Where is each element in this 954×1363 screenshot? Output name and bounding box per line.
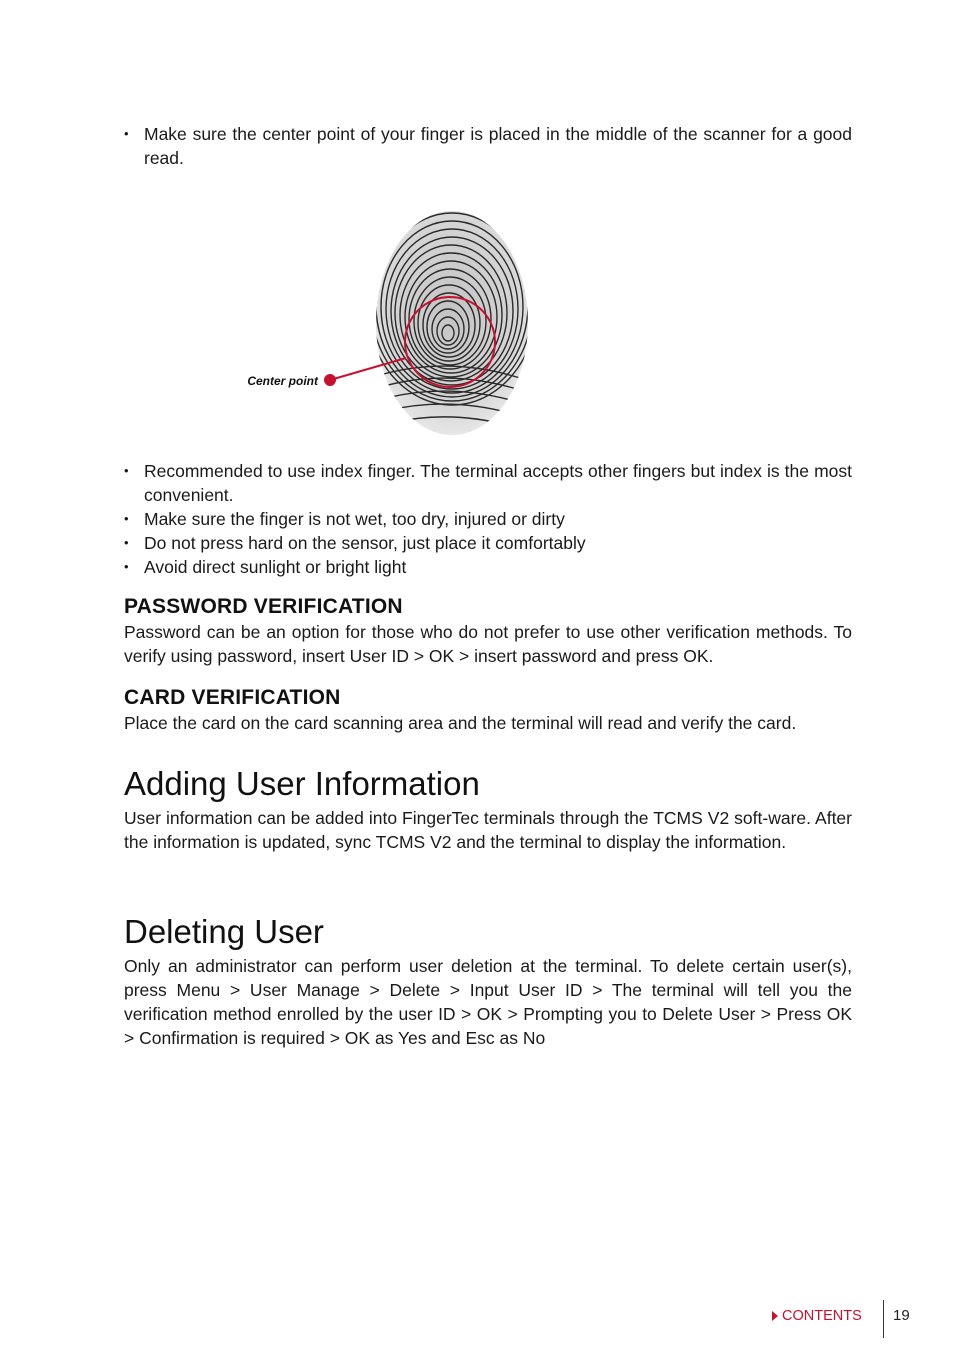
card-verification-section — [124, 685, 852, 735]
mid-bullet-list — [124, 459, 852, 579]
bullet-item: • Avoid direct sunlight or bright light — [124, 555, 852, 579]
card-verification-heading: CARD VERIFICATION — [124, 686, 341, 709]
contents-link-label: CONTENTS — [782, 1308, 862, 1324]
bullet-item: • Do not press hard on the sensor, just place it comfortably — [124, 531, 852, 555]
top-bullet-list-container — [124, 122, 852, 170]
footer-divider — [883, 1300, 884, 1338]
card-verification-text: Place the card on the card scanning area and the terminal will read and verify the card. — [124, 713, 797, 733]
password-verification-text: Password can be an option for those who do not prefer to use other verification methods. To verify using password, insert User ID > OK > insert password and press OK. — [124, 622, 852, 666]
bullet-item: • Make sure the center point of your finger is placed in the middle of the scanner for a good read. — [124, 122, 852, 170]
center-point-marker — [324, 374, 336, 386]
top-bullet-list — [124, 122, 852, 170]
page-number: 19 — [893, 1307, 910, 1324]
password-verification-section — [124, 594, 852, 668]
deleting-user-text: Only an administrator can perform user deletion at the terminal. To delete certain user(s), press Menu > User Manage > Delete > Input User ID > The terminal will tell you the verification method enrolled by the user ID > OK > Prompting you to Delete User > Press OK > Confirmation is required > OK as Yes and Esc as No — [124, 956, 852, 1048]
contents-link[interactable] — [772, 1308, 862, 1324]
deleting-user-heading: Deleting User — [124, 913, 324, 950]
deleting-user-section — [124, 912, 852, 1050]
mid-bullet-list-container — [124, 459, 852, 579]
caret-right-icon — [772, 1311, 778, 1321]
bullet-item: • Recommended to use index finger. The terminal accepts other fingers but index is the most convenient. — [124, 459, 852, 507]
adding-user-heading: Adding User Information — [124, 765, 480, 802]
fingerprint-illustration — [230, 205, 550, 445]
password-verification-heading: PASSWORD VERIFICATION — [124, 595, 403, 618]
center-point-label: Center point — [247, 374, 318, 388]
bullet-item: • Make sure the finger is not wet, too dry, injured or dirty — [124, 507, 852, 531]
adding-user-section — [124, 764, 852, 854]
adding-user-text: User information can be added into FingerTec terminals through the TCMS V2 soft-ware. After the information is updated, sync TCMS V2 and the terminal to display the information. — [124, 808, 852, 852]
fingerprint-figure — [230, 205, 550, 445]
